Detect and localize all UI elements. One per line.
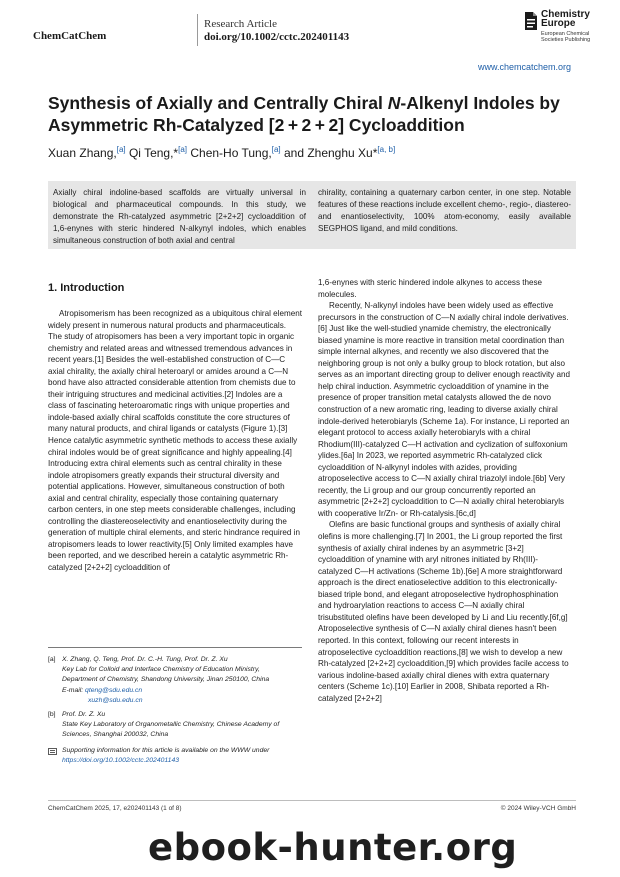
- watermark: ebook-hunter.org: [148, 826, 518, 869]
- email-link[interactable]: xuzh@sdu.edu.cn: [88, 696, 143, 704]
- footer-citation: ChemCatChem 2025, 17, e202401143 (1 of 8): [48, 805, 182, 812]
- affiliation-footnote-a: [a] X. Zhang, Q. Teng, Prof. Dr. C.-H. Tung, Prof. Dr. Z. Xu Key Lab for Colloid and Interface Chemistry of Education Ministry, Department of Chemistry, Shandong University, Jinan 250100, China E-mail: qteng@sdu.edu.cn xuzh@sdu.edu.cn: [48, 656, 270, 704]
- body-paragraph: Atropisomerism has been recognized as a ubiquitous chiral element widely present in numerous natural products and pharmaceuticals. The study of atropisomers has been a very important topic in organic chemistry and related areas and witnessed tremendous advances in recent years.[1] Besides the well-established construction of C—C axial chirality, the axially chiral heteroaryl or amides around a C—N bond have also attracted considerable attention from chemists due to their intriguing structures and medicinal activities.[2] Indoles are a class of fascinating heteroaromatic rings with unique properties and indole-based axially chiral scaffolds constitute the core structures of many natural products, and chiral ligands or catalysts (Figure 1).[3] Hence catalytic asymmetric synthetic methods to access these axially chiral indoles would be of great significance and highly appealing.[4] Introducing extra chiral elements such as central chirality in these indole atropisomers greatly expands their structural diversity and potential applications. However, simultaneous construction of both axial and central chirality, especially those containing quaternary carbon centers, in one step meets considerable challenges, including controlling the diastereoselectivity and enantioselectivity during the generation of multiple chiral elements, and steric hindrance required in atropisomers leads to lower reactivity.[5] Only limited examples have been reported, and we described herein a catalytic asymmetric Rh-catalyzed [2+2+2] cycloaddition of: [48, 309, 302, 573]
- author-list: [48, 145, 395, 160]
- article-doi[interactable]: doi.org/10.1002/cctc.202401143: [204, 31, 350, 43]
- supporting-info-link[interactable]: https://doi.org/10.1002/cctc.202401143: [62, 757, 180, 765]
- supporting-info-icon: [48, 748, 57, 755]
- article-type: Research Article: [204, 18, 277, 30]
- author-name: Xuan Zhang,: [48, 146, 117, 160]
- body-paragraph: Olefins are basic functional groups and synthesis of axially chiral olefins is more challenging.[7] In 2001, the Li group reported the first synthesis of axially chiral indenes by an asymmetric [3+2] cycloaddition of ynamine with aryl nitrones initiated by Rh(III)-catalyzed C—H activations (Scheme 1b).[6e] A more straightforward approach is the direct enatioselective addition to this electronically-biased triple bond, and elegant atroposelective hydrophosphination and hydroarylation reactions to access C—N axially chiral trisubstituted olefins have been developed by Li and Liu recently.[6f,g] Atroposelective synthesis of C—N axially chiral dienes hasn't been reported. In this context, following our recent interests in atroposelective cycloaddition reactions,[8] we wish to develop a new Rh-catalyzed [2+2+2] cycloaddition,[9] which provides facile access to various indoline-based axially chiral dienes with extra quaternary centers (Scheme 1c).[10] Earlier in 2008, Shibata reported a Rh-catalyzed [2+2+2]: [318, 520, 569, 703]
- email-link[interactable]: qteng@sdu.edu.cn: [85, 686, 143, 694]
- footer-divider: [48, 800, 576, 801]
- journal-website-link[interactable]: www.chemcatchem.org: [477, 62, 571, 72]
- body-column-left: [48, 308, 302, 574]
- author-affiliation[interactable]: [a]: [271, 145, 281, 154]
- body-paragraph: Recently, N-alkynyl indoles have been widely used as effective precursors in the construction of C—N axially chiral indole derivatives.[6] Just like the well-studied ynamide chemistry, the electronically biased ynamine is more reactive in transition metal coordination than simple internal alkynes, and recently we also discovered that the neighboring group is not only a bulky group to block rotation, but also serves as an important directing group to deliver enough reactivity and help chiral induction. Asymmetric cycloaddition of ynamine in the presence of proper transition metal catalysts allowed the de novo construction of a new aromatic ring, leading to diverse axially chiral indole-derived heterobiaryls (Scheme 1a). For instance, Li reported an elegant protocol to access axially heterobiaryls with a chiral Rhodium(III)-catalyzed C—H activation and cyclization of sulfoxonium ylides.[6a] In 2023, we reported asymmetric Rh-catalyzed click cycloaddition of N-alkynyl indoles with azides, providing atroposelective access to C—N axially chiral triazolyl indole.[6b] Very recently, the Li group and our group concurrently reported an asymmetric [2+2+2] cycloaddition to C—N axially chiral heterobiaryls with cooperative Ir/Zn- or Rh-catalysis.[6c,d]: [318, 301, 570, 518]
- abstract-text-right: chirality, containing a quaternary carbon center, in one step. Notable features of these reactions include excellent chemo-, regio-, diastereo- and enantioselectivity, 100% atom-economy, easily available SEGPHOS ligand, and mild conditions.: [318, 188, 571, 234]
- publisher-name-line2: Europe: [541, 18, 576, 29]
- section-heading: 1. Introduction: [48, 282, 125, 294]
- author-name: Qi Teng,*: [125, 146, 179, 160]
- body-paragraph: 1,6-enynes with steric hindered indole alkynes to access these molecules.: [318, 278, 543, 299]
- author-affiliation[interactable]: [a]: [116, 145, 126, 154]
- header-divider: [197, 14, 198, 46]
- article-title: Synthesis of Axially and Centrally Chiral N-Alkenyl Indoles by Asymmetric Rh-Catalyzed [2 + 2 + 2] Cycloaddition: [48, 93, 560, 135]
- publisher-subtitle-line1: European Chemical: [541, 31, 590, 37]
- chemistry-europe-logo-icon: [523, 10, 539, 32]
- publisher-subtitle-line2: Societies Publishing: [541, 37, 591, 43]
- author-name: and Zhenghu Xu*: [280, 146, 378, 160]
- author-affiliation[interactable]: [a]: [178, 145, 188, 154]
- publisher-name-line1: Chemistry: [541, 9, 590, 20]
- journal-name: ChemCatChem: [33, 30, 107, 42]
- footnote-divider: [48, 647, 302, 648]
- body-column-right: [318, 277, 572, 704]
- author-name: Chen-Ho Tung,: [187, 146, 272, 160]
- supporting-info-footnote: Supporting information for this article is available on the WWW under https://doi.org/10.1002/cctc.202401143: [48, 746, 302, 766]
- affiliation-footnote-b: [b] Prof. Dr. Z. Xu State Key Laboratory of Organometallic Chemistry, Chinese Academy of Sciences, Shanghai 200032, China: [48, 711, 280, 739]
- footer-copyright: © 2024 Wiley-VCH GmbH: [500, 805, 576, 812]
- author-affiliation[interactable]: [a, b]: [377, 145, 396, 154]
- abstract-text-left: Axially chiral indoline-based scaffolds are virtually universal in biological and pharmaceutical compounds. In this study, we demonstrate the Rh-catalyzed asymmetric [2+2+2] cycloaddition of 1,6-enynes with steric hindered N-alkynyl indoles, which enables simultaneous construction of both axial and central: [53, 188, 306, 246]
